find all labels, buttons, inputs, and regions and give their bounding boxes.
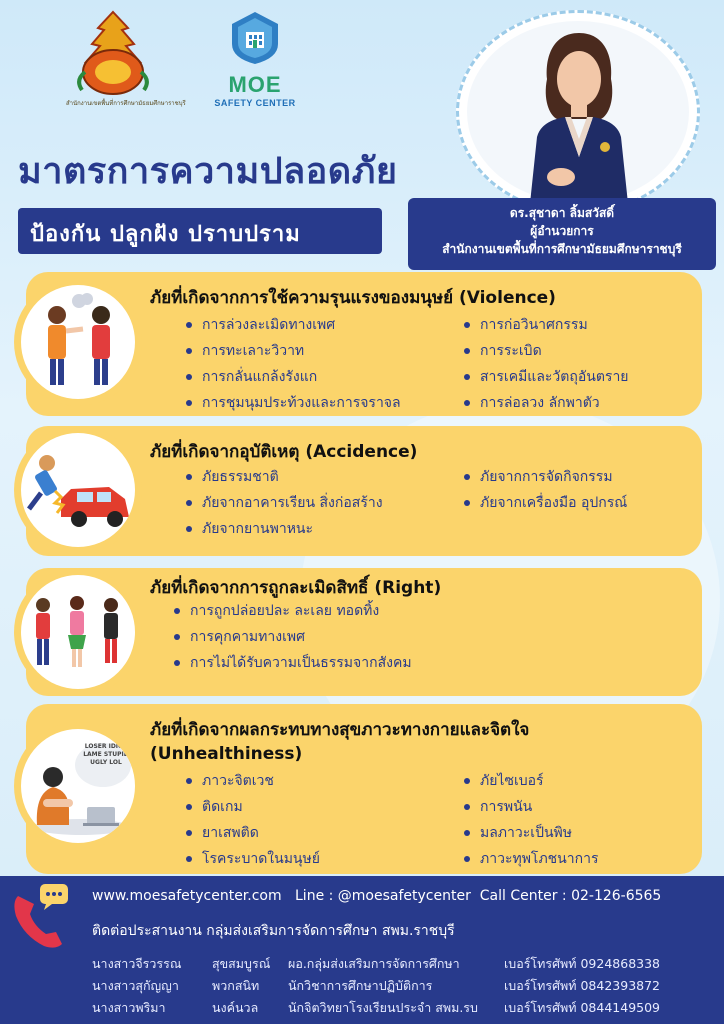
unhealthiness-illustration [14, 722, 142, 850]
card-unhealthiness-title: ภัยที่เกิดจากผลกระทบทางสุขภาวะทางกายและจิตใจ [150, 720, 530, 740]
card-accidence-right-list [462, 464, 627, 516]
contact-first-name: นางสาวพริมา [92, 1000, 166, 1015]
contact-last-name: พวกสนิท [212, 978, 260, 993]
person-icon [509, 27, 649, 213]
list-item: ภัยธรรมชาติ [184, 464, 383, 490]
line-id: Line : @moesafetycenter [295, 888, 471, 904]
footer [0, 876, 724, 1024]
bubble-word: STUPID [103, 751, 129, 758]
contact-phone: เบอร์โทรศัพท์ 0844149509 [504, 1000, 661, 1015]
contact-role: นักจิตวิทยาโรงเรียนประจำ สพม.รบ [288, 1000, 478, 1015]
list-item: ติดเกม [184, 794, 320, 820]
list-item: ภัยจากเครื่องมือ อุปกรณ์ [462, 490, 627, 516]
card-unhealthiness-right-list [462, 768, 598, 872]
speech-bubble-words [79, 743, 133, 767]
moe-title: MOE [228, 72, 282, 97]
moe-safety-center-logo [210, 10, 300, 120]
contact-phone: เบอร์โทรศัพท์ 0842393872 [504, 978, 661, 993]
card-right-title: ภัยที่เกิดจากการถูกละเมิดสิทธิ์ (Right) [150, 578, 442, 598]
list-item: ยาเสพติด [184, 820, 320, 846]
list-item: ภัยจากอาคารเรียน สิ่งก่อสร้าง [184, 490, 383, 516]
director-office: สำนักงานเขตพื้นที่การศึกษามัธยมศึกษาราชบุรี [442, 242, 682, 256]
contact-first-name: นางสาวจีรวรรณ [92, 956, 182, 971]
contact-phone: เบอร์โทรศัพท์ 0924868338 [504, 956, 661, 971]
list-item: การชุมนุมประท้วงและการจราจล [184, 390, 401, 416]
list-item: โรคระบาดในมนุษย์ [184, 846, 320, 872]
right-illustration [14, 568, 142, 696]
card-unhealthiness-title-line2: (Unhealthiness) [150, 744, 303, 764]
footer-contact-line [92, 888, 661, 904]
call-center: Call Center : 02-126-6565 [479, 888, 662, 904]
card-violence-title: ภัยที่เกิดจากการใช้ความรุนแรงของมนุษย์ (Violence) [150, 288, 556, 308]
list-item: ภาวะจิตเวช [184, 768, 320, 794]
director-portrait [456, 10, 700, 214]
director-name: ดร.สุชาดา ลิ้มสวัสดิ์ [509, 206, 615, 220]
moe-subtitle: SAFETY CENTER [214, 98, 296, 108]
obec-seal-logo [70, 10, 156, 100]
list-item: การล่วงละเมิดทางเพศ [184, 312, 401, 338]
contact-role: นักวิชาการศึกษาปฏิบัติการ [288, 978, 433, 993]
contact-last-name: นงค์นวล [212, 1000, 259, 1015]
list-item: การล่อลวง ลักพาตัว [462, 390, 629, 416]
list-item: การไม่ได้รับความเป็นธรรมจากสังคม [172, 650, 412, 676]
contact-role: ผอ.กลุ่มส่งเสริมการจัดการศึกษา [288, 956, 460, 971]
accidence-illustration [14, 426, 142, 554]
bubble-word: LOL [109, 759, 122, 766]
contact-title: ติดต่อประสานงาน กลุ่มส่งเสริมการจัดการศึกษา สพม.ราชบุรี [92, 923, 455, 939]
director-info [408, 198, 716, 270]
list-item: การพนัน [462, 794, 598, 820]
card-accidence-left-list [184, 464, 383, 542]
list-item: การถูกปล่อยปละ ละเลย ทอดทิ้ง [172, 598, 412, 624]
contact-last-name: สุขสมบูรณ์ [212, 956, 271, 971]
director-position: ผู้อำนวยการ [530, 224, 594, 238]
contact-first-name: นางสาวสุกัญญา [92, 978, 179, 993]
phone-chat-icon [10, 882, 72, 952]
arguing-people-icon [21, 285, 135, 399]
list-item: การกลั่นแกล้งรังแก [184, 364, 401, 390]
header-logos [66, 10, 330, 120]
list-item: การระเบิด [462, 338, 629, 364]
seal-caption: สำนักงานเขตพื้นที่การศึกษามัธยมศึกษาราชบุรี [66, 100, 186, 107]
card-violence-right-list [462, 312, 629, 416]
list-item: สารเคมีและวัตถุอันตราย [462, 364, 629, 390]
list-item: ภัยจากการจัดกิจกรรม [462, 464, 627, 490]
list-item: ภัยจากยานพาหนะ [184, 516, 383, 542]
bubble-word: UGLY [90, 759, 108, 766]
bubble-word: IDIOT [108, 743, 128, 750]
subtitle-banner: ป้องกัน ปลูกฝัง ปราบปราม [18, 208, 382, 254]
list-item: ภัยไซเบอร์ [462, 768, 598, 794]
list-item: การคุกคามทางเพศ [172, 624, 412, 650]
page-title: มาตรการความปลอดภัย [18, 151, 398, 192]
list-item: การทะเลาะวิวาท [184, 338, 401, 364]
list-item: ภาวะทุพโภชนาการ [462, 846, 598, 872]
list-item: มลภาวะเป็นพิษ [462, 820, 598, 846]
bubble-word: LOSER [84, 743, 107, 750]
list-item: การก่อวินาศกรรม [462, 312, 629, 338]
card-unhealthiness-left-list [184, 768, 320, 872]
website-link[interactable]: www.moesafetycenter.com [92, 888, 282, 904]
card-accidence-title: ภัยที่เกิดจากอุบัติเหตุ (Accidence) [150, 442, 418, 462]
bubble-word: LAME [83, 751, 102, 758]
car-accident-icon [21, 433, 135, 547]
card-violence-left-list [184, 312, 401, 416]
violence-illustration [14, 278, 142, 406]
bullying-people-icon [21, 575, 135, 689]
card-right-left-list [172, 598, 412, 676]
shield-icon [228, 10, 282, 66]
